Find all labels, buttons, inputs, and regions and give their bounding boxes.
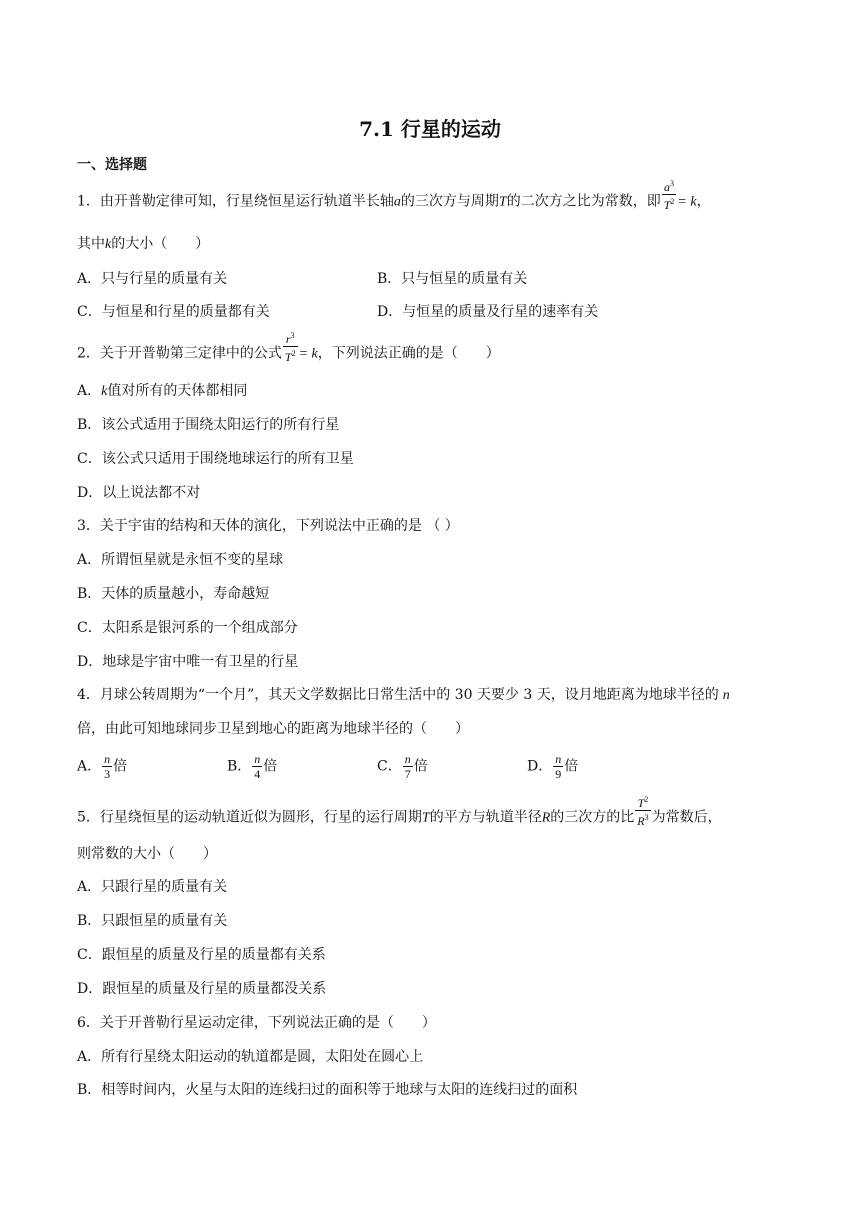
page-title: 7.1 行星的运动 — [359, 117, 501, 141]
q3-option-a[interactable]: A．所谓恒星就是永恒不变的星球 — [77, 552, 284, 568]
q5-option-c[interactable]: C．跟恒星的质量及行星的质量都有关系 — [77, 947, 326, 963]
option-fraction: $\frac{n}{3}$ — [104, 752, 111, 781]
question-1-stem: 1．由开普勒定律可知，行星绕恒星运行轨道半长轴a的三次方与周期T的二次方之比为常数，即 $\frac{a^3}{T^2}$ = k， — [77, 179, 711, 212]
q6-option-a[interactable]: A．所有行星绕太阳运动的轨道都是圆，太阳处在圆心上 — [77, 1049, 424, 1065]
q4-option-b[interactable]: B． $\frac{n}{4}$ 倍 — [227, 752, 278, 781]
q2-option-b[interactable]: B．该公式适用于围绕太阳运行的所有行星 — [77, 417, 340, 433]
option-fraction: $\frac{n}{7}$ — [404, 752, 411, 781]
q3-option-b[interactable]: B．天体的质量越小，寿命越短 — [77, 586, 270, 602]
q3-option-c[interactable]: C．太阳系是银河系的一个组成部分 — [77, 620, 298, 636]
question-1-stem-line2: 其中k的大小（ ） — [77, 236, 210, 252]
q2-option-d[interactable]: D．以上说法都不对 — [77, 485, 201, 501]
question-3-stem: 3．关于宇宙的结构和天体的演化，下列说法中正确的是 （ ） — [77, 518, 459, 534]
question-4-stem: 4．月球公转周期为“一个月”，其天文学数据比日常生活中的 30 天要少 3 天，设月地距离为地球半径的 n — [77, 687, 730, 703]
option-fraction: $\frac{n}{9}$ — [555, 752, 562, 781]
question-2-stem: 2．关于开普勒第三定律中的公式 $\frac{r^3}{T^2}$ = k，下列说法正确的是（ ） — [77, 331, 500, 364]
formula-fraction: $\frac{r^3}{T^2}$ — [284, 331, 296, 364]
formula-fraction: $\frac{a^3}{T^2}$ — [663, 179, 675, 212]
q6-option-b[interactable]: B．相等时间内，火星与太阳的连线扫过的面积等于地球与太阳的连线扫过的面积 — [77, 1082, 578, 1098]
q2-option-c[interactable]: C．该公式只适用于围绕地球运行的所有卫星 — [77, 451, 354, 467]
question-6-stem: 6．关于开普勒行星运动定律，下列说法正确的是（ ） — [77, 1015, 436, 1031]
q4-option-c[interactable]: C． $\frac{n}{7}$ 倍 — [377, 752, 428, 781]
q4-option-d[interactable]: D． $\frac{n}{9}$ 倍 — [527, 752, 579, 781]
option-fraction: $\frac{n}{4}$ — [254, 752, 261, 781]
q5-option-b[interactable]: B．只跟恒星的质量有关 — [77, 913, 228, 929]
question-4-stem-line2: 倍，由此可知地球同步卫星到地心的距离为地球半径的（ ） — [77, 721, 469, 737]
q5-option-d[interactable]: D．跟恒星的质量及行星的质量都没关系 — [77, 981, 327, 997]
q5-option-a[interactable]: A．只跟行星的质量有关 — [77, 879, 228, 895]
q1-option-c[interactable]: C．与恒星和行星的质量都有关 — [77, 304, 270, 320]
q1-option-a[interactable]: A．只与行星的质量有关 — [77, 271, 228, 287]
question-5-stem-line2: 则常数的大小（ ） — [77, 846, 217, 862]
q1-option-b[interactable]: B．只与恒星的质量有关 — [377, 271, 528, 287]
q2-option-a[interactable]: A．k值对所有的天体都相同 — [77, 383, 248, 399]
q3-option-d[interactable]: D．地球是宇宙中唯一有卫星的行星 — [77, 654, 299, 670]
question-5-stem: 5．行星绕恒星的运动轨道近似为圆形，行星的运行周期T的平方与轨道半径R的三次方的比 $\frac{T^2}{R^3}$ 为常数后， — [77, 795, 722, 828]
formula-fraction: $\frac{T^2}{R^3}$ — [637, 795, 649, 828]
q4-option-a[interactable]: A． $\frac{n}{3}$ 倍 — [77, 752, 128, 781]
q1-option-d[interactable]: D．与恒星的质量及行星的速率有关 — [377, 304, 599, 320]
section-heading: 一、选择题 — [77, 157, 147, 173]
